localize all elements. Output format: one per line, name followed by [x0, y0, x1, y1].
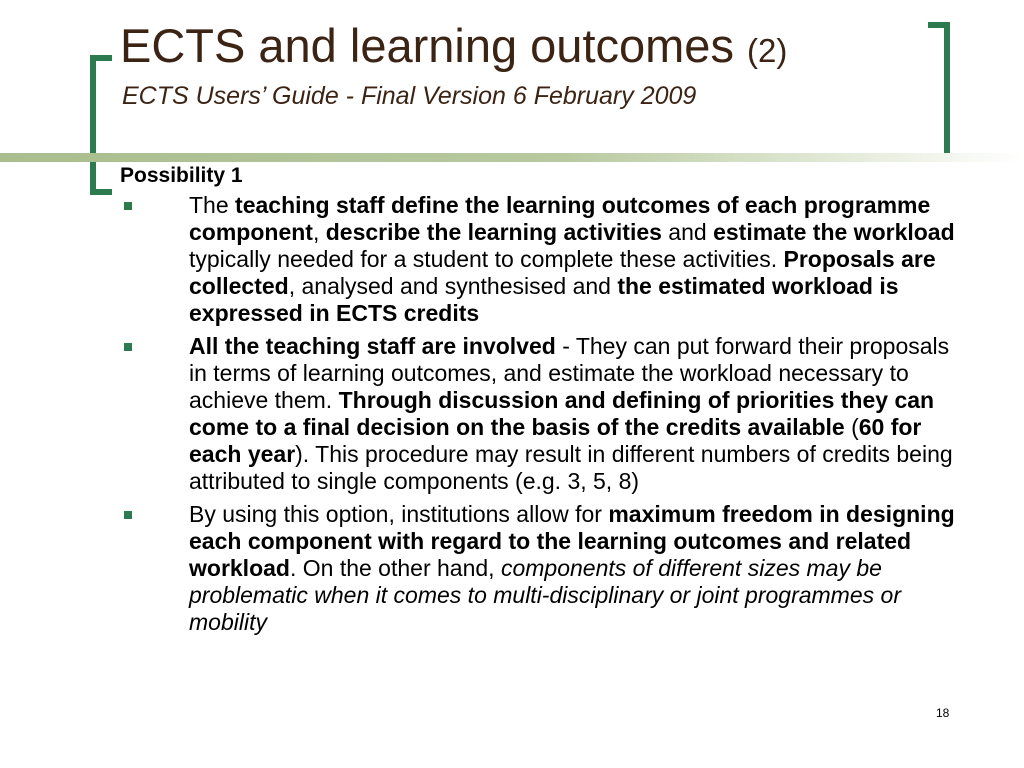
bullet-text-segment: 60 for each year	[189, 414, 922, 467]
bullet-text-segment: typically needed for a student to complete these activities.	[189, 246, 784, 272]
bullet-text-segment: and	[661, 219, 714, 245]
bullet-text-segment: Through discussion and defining of priorities they can come to a final decision on the basis of the credits available	[189, 387, 935, 440]
bullet-item	[120, 192, 959, 327]
bullet-text-segment: , analysed and synthesised and	[288, 273, 618, 299]
bullet-text-segment: describe the learning activities	[325, 219, 662, 245]
slide-title-main: ECTS and learning outcomes	[120, 19, 734, 72]
bullet-text-segment: (	[844, 414, 859, 440]
bullet-text-segment: The	[189, 192, 236, 218]
bullet-text-segment: the estimated workload is expressed in ECTS credits	[189, 273, 899, 326]
bullet-text-segment: maximum freedom in designing each component with regard to the learning outcomes and related workload	[189, 501, 955, 581]
right-bracket-icon	[928, 22, 950, 162]
title-block	[120, 18, 920, 111]
bullet-text-segment: . On the other hand,	[289, 555, 501, 581]
bullet-text-segment: - They can put forward their proposals in terms of learning outcomes, and estimate the workload necessary to achieve them.	[189, 333, 950, 413]
bullet-item	[120, 333, 959, 495]
bullet-list	[120, 192, 970, 636]
bullet-text-segment: ,	[312, 219, 326, 245]
title-rule-bar	[0, 153, 1024, 162]
slide-title-number: (2)	[747, 32, 788, 69]
bullet-text-segment: By using this option, institutions allow for	[189, 501, 609, 527]
section-heading: Possibility 1	[120, 164, 243, 187]
bullet-item	[120, 501, 959, 636]
slide-content	[120, 162, 970, 642]
bullet-text-segment: teaching staff define the learning outcomes of each programme component	[189, 192, 931, 245]
slide-subtitle: ECTS Users’ Guide - Final Version 6 February 2009	[122, 82, 697, 110]
bullet-text-segment: components of different sizes may be problematic when it comes to multi-disciplinary or joint programmes or mobility	[189, 555, 901, 635]
square-bullet-icon	[124, 511, 132, 519]
page-number: 18	[936, 706, 950, 720]
slide-title	[120, 18, 920, 79]
bullet-text-segment: ). This procedure may result in different numbers of credits being attributed to single components (e.g. 3, 5, 8)	[189, 441, 953, 494]
bullet-text-segment: estimate the workload	[713, 219, 955, 245]
square-bullet-icon	[124, 343, 132, 351]
left-bracket-icon	[90, 55, 112, 195]
square-bullet-icon	[124, 202, 132, 210]
bullet-text-segment: Proposals are collected	[189, 246, 936, 299]
bullet-text-segment: All the teaching staff are involved	[189, 333, 556, 359]
